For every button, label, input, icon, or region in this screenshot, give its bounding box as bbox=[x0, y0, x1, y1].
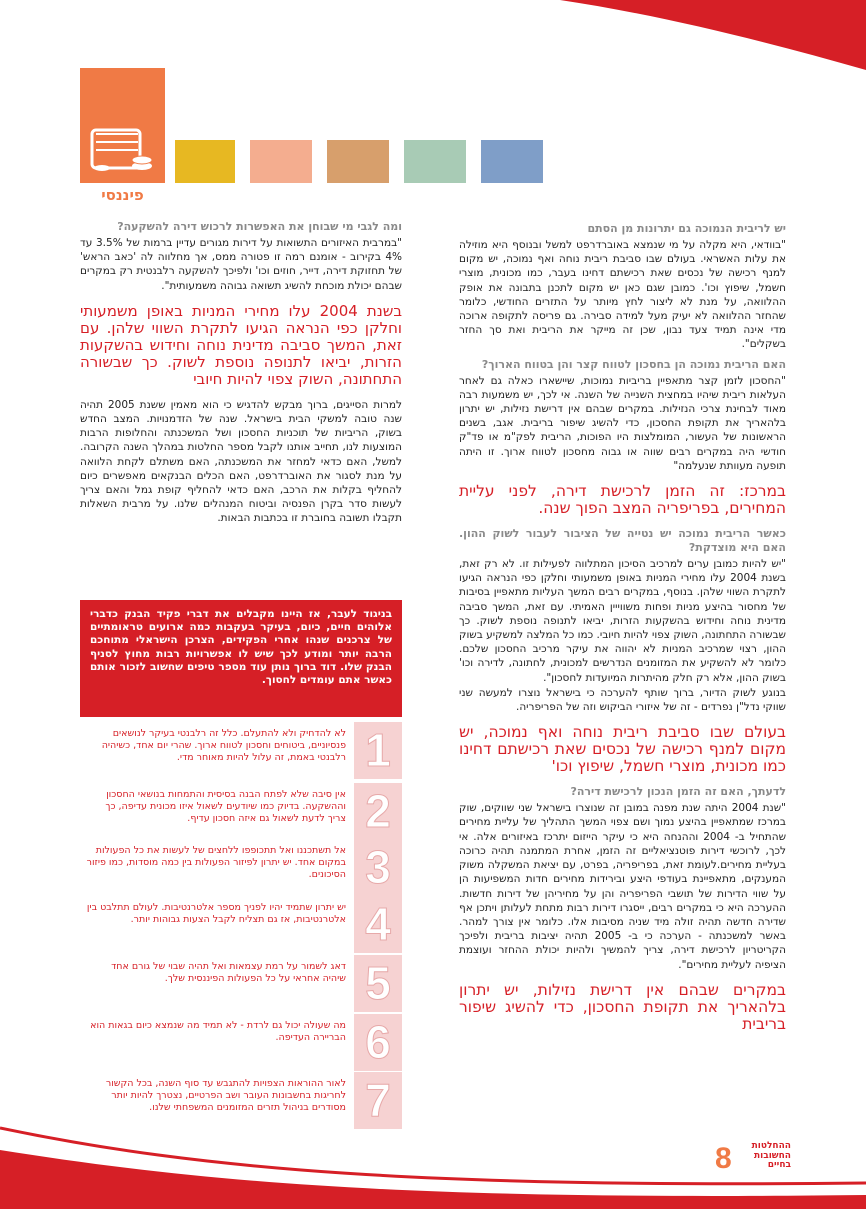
paragraph: "במרבית האיזורים התשואות על דירות מגורים עדיין ברמות של 3.5% עד 4% בקירוב - אומנם רמה זו פטורה ממס, אך מחלווה לה 'כאב הראש' של תחזוקת דירה, דייר, חוזים וכו' ולפיכך להשקעה רלבנטית רק במקרים שבהם יכולת מוכחת להשיג תשואה גבוהה משמעותית". bbox=[80, 237, 402, 292]
left-column bbox=[80, 220, 402, 532]
tip-item bbox=[80, 722, 402, 779]
tip-number: 5 bbox=[354, 955, 402, 1012]
pull-quote: בעולם שבו סביבת ריבית נוחה ואף נמוכה, יש מקום למנף רכישה של נכסים שאת רכישתם דחינו כמו מכונית, מוצרי חשמל, שיפוץ וכו' bbox=[459, 723, 786, 776]
tip-number: 6 bbox=[354, 1014, 402, 1071]
tip-text: אין סיבה שלא לפתח הבנה בסיסית והתמחות בנושאי החסכון וההשקעה. בדיוק כמו שיודעים לשאול איזו מכונית עדיפה, כך צריך לדעת לשאול גם איזה חסכון עדיף. bbox=[105, 789, 346, 824]
question-heading: כאשר הריבית נמוכה יש נטייה של הציבור לעבור לשוק ההון. האם היא מוצדקת? bbox=[459, 527, 786, 555]
tip-number: 1 bbox=[354, 722, 402, 779]
color-block-1 bbox=[175, 140, 235, 183]
paragraph: "החסכון לזמן קצר מתאפיין בריביות נמוכות, שיישארו כאלה גם לאחר העלאות ריבית שיהיו במחצית השנייה של השנה. אי לכך, יש משמעות רבה מאוד לבחינת צרכי הנזילות. במקרים שבהם אין דרישת נזילות, יש יתרון בלהאריך את תקופת החסכון, כדי להשיג שיפור בריבית. אגב, בשנים הראשונות של העשור, המומלצות היו הפוכות, הריבית לפק"מ או פד"ק חודשי היה במקרים רבים שווה או גבוה מחסכון לטווח ארוך. זו היתה תופעה מעוותת שנעלמה" bbox=[459, 374, 786, 472]
tip-item bbox=[80, 783, 402, 840]
tip-number: 4 bbox=[354, 896, 402, 953]
color-block-4 bbox=[404, 140, 466, 183]
tip-text: מה שעולה יכול גם לרדת - לא תמיד מה שנמצא כיום בגאות הוא הבריירה העדיפה. bbox=[90, 1020, 346, 1043]
question-heading: לדעתך, האם זה הזמן הנכון לרכישת דירה? bbox=[570, 785, 786, 799]
logo-line: החשובות bbox=[753, 1150, 791, 1161]
tip-text: אל תשתכננו ואל תתכופפו ללחצים של לעשות את כל הפעולות במקום אחד. יש יתרון לפיזור הפעולות בין כמה מוסדות, כמו פיזור הסיכונים. bbox=[86, 845, 346, 880]
tip-item bbox=[80, 896, 402, 953]
section-label: פיננסי bbox=[101, 186, 144, 204]
paragraph: "שנת 2004 היתה שנת מפנה במובן זה שנוצרו בישראל שני שווקים, שוק במרכז שמתאפיין בהיצע נמוך ושם צפוי המשך התהליך של עליית מחירים שהתחיל ב- 2004 וההנחה היא כי עיקר הייזום יתרכז באיזורים אלה. אי לכך, לרוכשי דירות פוטנציאליים זה הזמן, אחרת המתמנה תהיה כרוכה בעליית מחירים.לעומת זאת, בפריפריה, בפרט, עם יציאת המשקלה משוק המענקים, מתאפיינת בעודפי היצע ובירידות מחירים חדות המשפיעות הן על שווי הדירות של תושבי הפריפריה והן על מחיריהן של דירות חדשות. ההערכה היא כי במקרים רבים, ייסגרו דירות רבות מתחת לעלותן ויתכן אף שדירה חדשה תהיה זולה מיד שניה מסיבות אלו. כלומר אין צורך למהר. באשר למשכנתה - הערכה כי ב- 2005 תהיה יציבות בריבית ולפיכך הקריטריון לרכישת דירה, צריך להמשיך ולהיות יכולת ההחזר ועוצמת הציפיה לעליית מחירים". bbox=[459, 802, 787, 971]
logo-line: ההחלטות bbox=[751, 1141, 791, 1151]
tip-number: 2 bbox=[354, 783, 402, 840]
right-column bbox=[459, 222, 786, 1043]
question-heading: יש לריבית הנמוכה גם יתרונות מן הסתם bbox=[587, 222, 786, 235]
tips-intro-box bbox=[80, 600, 402, 717]
tip-text: לאור ההוראות הצפויות להתגבש עד סוף השנה, בכל הקשור לחריגות בחשבונות העובר ושב הפרטיים, נצטרך להיות יותר מסודרים בניהול תזרים המזומנים המשפחתי שלנו. bbox=[105, 1078, 346, 1113]
logo-line: בחיים bbox=[767, 1160, 791, 1170]
pull-quote: במקרים שבהם אין דרישת נזילות, יש יתרון בלהאריך את תקופת החסכון, כדי להשיג שיפור בריבית bbox=[459, 980, 786, 1033]
tips-intro-text: בניגוד לעבר, אז היינו מקבלים את דברי פקיד הבנק כדברי אלוהים חיים, כיום, בעיקר בעקבות כמה ארועים טראומתיים של צרכנים שנהו אחרי הפקידים, הצרכן הישראלי מתוחכם הרבה יותר ומודע לכך שיש לו אפשרויות רבות מחוץ לסניף הבנק שלו. דוד ברוך נותן עוד מספר טיפים שחשוב לזכור אותם כאשר אתם עומדים לחסוך. bbox=[90, 608, 392, 687]
question-heading: האם הריבית נמוכה הן בחסכון לטווח קצר והן בטווח הארוך? bbox=[481, 357, 786, 371]
question-heading: ומה לגבי מי שבוחן את האפשרות לרכוש דירה להשקעה? bbox=[117, 220, 402, 233]
color-block-2 bbox=[250, 140, 312, 183]
tip-item bbox=[80, 1072, 402, 1129]
tip-number: 7 bbox=[354, 1072, 402, 1129]
pull-quote: בשנת 2004 עלו מחירי המניות באופן משמעותי וחלקן כפי הנראה הגיעו לתקרת השווי שלהן. עם זאת, המשך סביבה מדינית נוחה וחידוש בהשקעות הזרות, יביאו לתנופה נוספת לשוק. כך שבשורה התחתונה, השוק צפוי להיות חיובי bbox=[80, 301, 403, 388]
tip-item bbox=[80, 839, 402, 896]
tip-text: לא להדחיק ולא להתעלם. כלל זה רלבנטי בעיקר לנושאים פנסיוניים, ביטוחים וחסכון לטווח ארוך. שהרי יום אחד, כשיהיה רלבנטי באמת, זה עלול להיות מאוחר מדי. bbox=[101, 728, 346, 763]
section-icon bbox=[80, 68, 165, 183]
color-block-5 bbox=[481, 140, 543, 183]
paragraph: "בוודאי, היא מקלה על מי שנמצא באוברדרפט למשל ובנוסף היא מוזילה את עלות האשראי. בעולם שבו סביבת ריבית נוחה ואף נמוכה, יש מקום למנף רכישה של נכסים שאת רכישתם דחינו בעבר, כמו מכונית, מוצרי חשמל, שיפוץ וכו'. כמובן שגם כאן יש מקום לתכנן בתבונה את אופק ההלוואה, על מנת לא ליצור לחץ מיותר על התזרים החודשי, כלומר שהחזר ההלוואה לא יעיק מעל למידה סבירה. גם פריסה לתקופה ארוכה מדי אינה תמיד צעד נבון, שכן זה מייקר את הריבית ואת סך החזר בשקלים". bbox=[459, 239, 786, 351]
tip-text: יש יתרון שתמיד יהיו לפניך מספר אלטרנטיבות. לעולם תתלבט בין אלטרנטיבות, אז גם תצליח לקבל הצעות גבוהות יותר. bbox=[86, 902, 346, 925]
tip-number: 3 bbox=[354, 839, 402, 896]
page-number: 8 bbox=[715, 1142, 732, 1175]
paragraph: בנוגע לשוק הדיור, ברוך שותף להערכה כי בישראל נוצרו למעשה שני שווקי נדל"ן נפרדים - זה של איזורי הביקוש וזה של הפריפריה. bbox=[459, 686, 786, 714]
paragraph: למרות הסייגים, ברוך מבקש להדגיש כי הוא מאמין ששנת 2005 תהיה שנה טובה למשקי הבית בישראל. שנה של הזדמנויות. המצב החדש בשוק, הריביות של תוכניות החסכון ושל המשכנתה והחלופות הרבות המוצעות לנו, תחייב אותנו לקבל מספר החלטות במהלך השנה הקרובה. למשל, האם כדאי למחזר את המשכנתה, האם משתלם לקחת הלוואה על מנת לסגור את האוברדרפט, האם הכלים הבנקאים מאפשרים כיום להחליף בקלות את הרכב, האם כדאי להחליף קופת גמל והאם צריך לעשות סדר בקרן הפנסיה וביטוח המנהלים שלנו. על מרבית השאלות תקבלו תשובה בחוברת זו בכתבות הבאות. bbox=[80, 398, 402, 525]
tip-item bbox=[80, 1014, 402, 1071]
coins-book-icon bbox=[80, 68, 165, 183]
tip-text: דאג לשמור על רמת עצמאות ואל תהיה שבוי של גורם אחד שיהיה אחראי על כל הפעולות הפיננסית שלך. bbox=[111, 961, 346, 984]
footer-logo bbox=[715, 1142, 795, 1192]
pull-quote: במרכז: זה הזמן לרכישת דירה, לפני עליית המחירים, בפריפריה המצב הפוך שנה. bbox=[459, 482, 786, 518]
color-block-3 bbox=[327, 140, 389, 183]
paragraph: "יש להיות כמובן ערים למרכיב הסיכון המתלווה לפעילות זו. לא רק זאת, בשנת 2004 עלו מחירי המניות באופן משמעותי וחלקן כפי הנראה הגיעו לתקרת השווי שלהן. בנוסף, במקרים רבים המשך העליות מתאפיין בסיבות של מחסור בהיצע מניות ופחות משווייין האמיתי. עם זאת, המשך סביבה מדינית נוחה וחידוש בהשקעות הזרות, יביאו לתנופה נוספת לשוק. כך שבשורה התחתונה, השוק צפוי להיות חיובי. כמו כל המלצה למשקיע בשוק ההון, רצוי שמרכיב המניות לא יהווה את עיקר מרכיב החסכון שלכם. כלומר לא להשקיע את המזומנים הנדרשים למכונית, לחתונה, לדירה וכו' בשוק ההון, אלא רק חלק מהיתרות המיועדות לחסכון". bbox=[459, 558, 787, 684]
tip-item bbox=[80, 955, 402, 1012]
